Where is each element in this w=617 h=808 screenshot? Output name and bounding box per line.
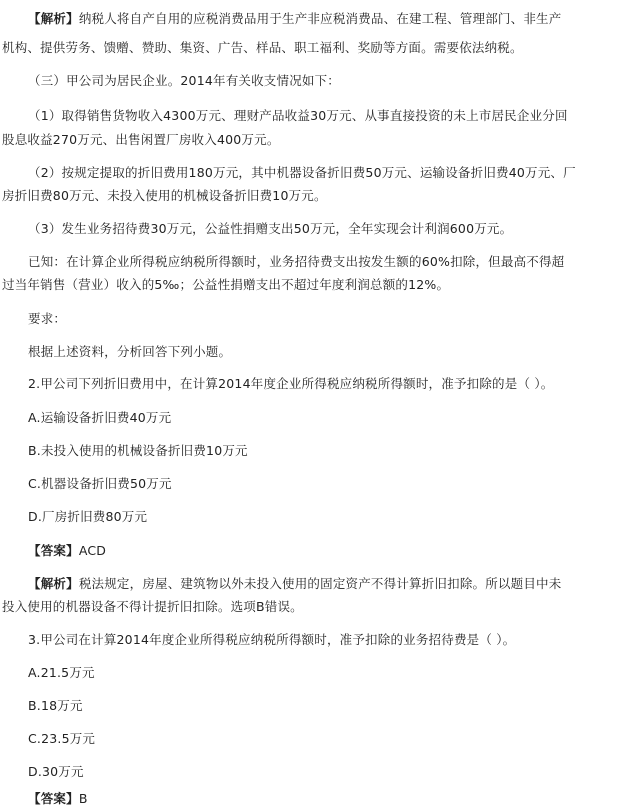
case-intro: （三）甲公司为居民企业。2014年有关收支情况如下： <box>28 73 341 88</box>
analysis-tag: 【解析】 <box>28 576 79 591</box>
item-2-line-1: （2）按规定提取的折旧费用180万元，其中机器设备折旧费50万元、运输设备折旧费40万元、厂 <box>28 165 576 180</box>
item-3-line-1: （3）发生业务招待费30万元，公益性捐赠支出50万元，全年实现会计利润600万元。 <box>28 221 513 236</box>
question-2-option-d: D.厂房折旧费80万元 <box>28 509 148 524</box>
question-2-option-b: B.未投入使用的机械设备折旧费10万元 <box>28 443 248 458</box>
question-3-answer <box>28 791 617 807</box>
question-3-option-d: D.30万元 <box>28 764 84 779</box>
answer-value: B <box>78 791 88 806</box>
answer-tag: 【答案】 <box>28 543 79 558</box>
question-2-answer <box>28 543 617 559</box>
question-2-analysis-line-1 <box>28 576 617 592</box>
question-3-stem: 3.甲公司在计算2014年度企业所得税应纳税所得额时，准予扣除的业务招待费是（ ）。 <box>28 632 516 647</box>
analysis-text: 纳税人将自产自用的应税消费品用于生产非应税消费品、在建工程、管理部门、非生产 <box>78 11 562 26</box>
analysis-tag: 【解析】 <box>28 11 79 26</box>
item-2-line-2: 房折旧费80万元、未投入使用的机械设备折旧费10万元。 <box>2 188 327 203</box>
requirement-label: 要求： <box>28 311 67 326</box>
instruction: 根据上述资料，分析回答下列小题。 <box>28 344 232 359</box>
known-conditions-line-1: 已知：在计算企业所得税应纳税所得额时，业务招待费支出按发生额的60%扣除，但最高不得超 <box>28 254 565 269</box>
question-2-option-c: C.机器设备折旧费50万元 <box>28 476 172 491</box>
answer-tag: 【答案】 <box>28 791 79 806</box>
question-3-option-c: C.23.5万元 <box>28 731 96 746</box>
question-3-option-b: B.18万元 <box>28 698 83 713</box>
known-conditions-line-2: 过当年销售（营业）收入的5‰；公益性捐赠支出不超过年度利润总额的12%。 <box>2 277 450 292</box>
analysis-paragraph-1-line-1 <box>28 11 617 27</box>
item-1-line-2: 股息收益270万元、出售闲置厂房收入400万元。 <box>2 132 280 147</box>
question-2-stem: 2.甲公司下列折旧费用中，在计算2014年度企业所得税应纳税所得额时，准予扣除的是（ ）。 <box>28 376 554 391</box>
question-2-analysis-line-2: 投入使用的机器设备不得计提折旧扣除。选项B错误。 <box>2 599 303 614</box>
item-1-line-1: （1）取得销售货物收入4300万元、理财产品收益30万元、从事直接投资的未上市居民企业分回 <box>28 108 568 123</box>
answer-value: ACD <box>78 543 107 558</box>
analysis-text: 税法规定，房屋、建筑物以外未投入使用的固定资产不得计算折旧扣除。所以题目中未 <box>78 576 562 591</box>
question-2-option-a: A.运输设备折旧费40万元 <box>28 410 172 425</box>
question-3-option-a: A.21.5万元 <box>28 665 95 680</box>
analysis-paragraph-1-line-2: 机构、提供劳务、馈赠、赞助、集资、广告、样品、职工福利、奖励等方面。需要依法纳税。 <box>2 40 523 55</box>
